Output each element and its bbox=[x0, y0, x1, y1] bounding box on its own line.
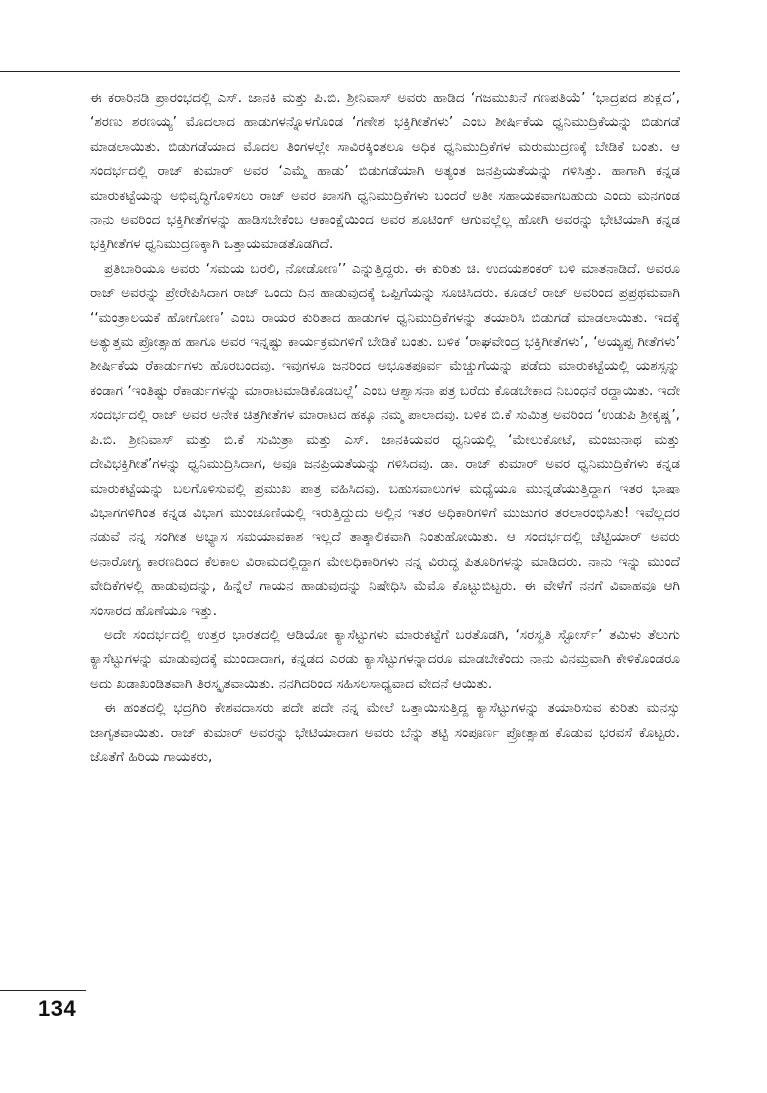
paragraph-2: ಪ್ರತಿಬಾರಿಯೂ ಅವರು ‘ಸಮಯ ಬರಲಿ, ನೋಡೋಣ’’ ಎನ್ನುತ್ತಿದ್ದರು. ಈ ಕುರಿತು ಚಿ. ಉದಯಶಂಕರ್ ಬಳಿ ಮಾತನಾಡಿದೆ. ಅವರೂ ರಾಜ್ ಅವರನ್ನು ಪ್ರೇರೇಪಿಸಿದಾಗ ರಾಜ್ ಒಂದು ದಿನ ಹಾಡುವುದಕ್ಕೆ ಒಪ್ಪಿಗೆಯನ್ನು ಸೂಚಿಸಿದರು. ಕೂಡಲೆ ರಾಜ್ ಅವರಿಂದ ಪ್ರಪ್ರಥಮವಾಗಿ ‘‘ಮಂತ್ರಾಲಯಕೆ ಹೋಗೋಣ’ ಎಂಬ ರಾಯರ ಕುರಿತಾದ ಹಾಡುಗಳ ಧ್ವನಿಮುದ್ರಿಕೆಗಳನ್ನು ತಯಾರಿಸಿ ಬಿಡುಗಡೆ ಮಾಡಲಾಯಿತು. ಇದಕ್ಕೆ ಅತ್ಯುತ್ತಮ ಪ್ರೋತ್ಸಾಹ ಹಾಗೂ ಅವರ ಇನ್ನಷ್ಟು ಕಾರ್ಯಕ್ರಮಗಳಿಗೆ ಬೇಡಿಕೆ ಬಂತು. ಬಳಿಕ ‘ರಾಘವೇಂದ್ರ ಭಕ್ತಿಗೀತೆಗಳು’, ‘ಅಯ್ಯಪ್ಪ ಗೀತೆಗಳು’ ಶೀರ್ಷಿಕೆಯ ರೆಕಾರ್ಡುಗಳು ಹೊರಬಂದವು. ಇವುಗಳೂ ಜನರಿಂದ ಅಭೂತಪೂರ್ವ ಮೆಚ್ಚುಗೆಯನ್ನು ಪಡೆದು ಮಾರುಕಟ್ಟೆಯಲ್ಲಿ ಯಶಸ್ಸನ್ನು ಕಂಡಾಗ ‘ಇಂತಿಷ್ಟು ರೆಕಾರ್ಡುಗಳನ್ನು ಮಾರಾಟಮಾಡಿಕೊಡಬಲ್ಲೆ’ ಎಂಬ ಆಶ್ವಾಸನಾ ಪತ್ರ ಬರೆದು ಕೊಡಬೇಕಾದ ನಿಬಂಧನೆ ರದ್ದಾಯಿತು. ಇದೇ ಸಂದರ್ಭದಲ್ಲಿ ರಾಜ್ ಅವರ ಅನೇಕ ಚಿತ್ರಗೀತೆಗಳ ಮಾರಾಟದ ಹಕ್ಕೂ ನಮ್ಮ ಪಾಲಾದವು. ಬಳಿಕ ಬಿ.ಕೆ ಸುಮಿತ್ರ ಅವರಿಂದ ‘ಉಡುಪಿ ಶ್ರೀಕೃಷ್ಣ’, ಪಿ.ಬಿ. ಶ್ರೀನಿವಾಸ್ ಮತ್ತು ಬಿ.ಕೆ ಸುಮಿತ್ರಾ ಮತ್ತು ಎಸ್. ಜಾನಕಿಯವರ ಧ್ವನಿಯಲ್ಲಿ ‘ಮೇಲುಕೋಟೆ, ಮಂಜುನಾಥ ಮತ್ತು ದೇವಿಭಕ್ತಿಗೀತೆ’ಗಳನ್ನು ಧ್ವನಿಮುದ್ರಿಸಿದಾಗ, ಅವೂ ಜನಪ್ರಿಯತೆಯನ್ನು ಗಳಿಸಿದವು. ಡಾ. ರಾಜ್ ಕುಮಾರ್ ಅವರ ಧ್ವನಿಮುದ್ರಿಕೆಗಳು ಕನ್ನಡ ಮಾರುಕಟ್ಟೆಯನ್ನು ಬಲಗೊಳಿಸುವಲ್ಲಿ ಪ್ರಮುಖ ಪಾತ್ರ ವಹಿಸಿದವು. ಬಹುಸವಾಲುಗಳ ಮಧ್ಯೆಯೂ ಮುನ್ನಡೆಯುತ್ತಿದ್ದಾಗ ಇತರ ಭಾಷಾ ವಿಭಾಗಗಳಿಗಿಂತ ಕನ್ನಡ ವಿಭಾಗ ಮುಂಚೂಣಿಯಲ್ಲಿ ಇರುತ್ತಿದ್ದುದು ಅಲ್ಲಿನ ಇತರ ಅಧಿಕಾರಿಗಳಿಗೆ ಮುಜುಗರ ತರಲಾರಂಭಿಸಿತು! ಇವೆಲ್ಲದರ ನಡುವೆ ನನ್ನ ಸಂಗೀತ ಅಭ್ಯಾಸ ಸಮಯಾವಕಾಶ ಇಲ್ಲದೆ ತಾತ್ಕಾಲಿಕವಾಗಿ ನಿಂತುಹೋಯಿತು. ಆ ಸಂದರ್ಭದಲ್ಲಿ ಚೆಟ್ಟಿಯಾರ್ ಅವರು ಅನಾರೋಗ್ಯ ಕಾರಣದಿಂದ ಕೆಲಕಾಲ ವಿರಾಮದಲ್ಲಿದ್ದಾಗ ಮೇಲಧಿಕಾರಿಗಳು ನನ್ನ ವಿರುದ್ಧ ಪಿತೂರಿಗಳನ್ನು ಮಾಡಿದರು. ನಾನು ಇನ್ನು ಮುಂದೆ ವೇದಿಕೆಗಳಲ್ಲಿ ಹಾಡುವುದನ್ನು, ಹಿನ್ನೆಲೆ ಗಾಯನ ಹಾಡುವುದನ್ನು ನಿಷೇಧಿಸಿ ಮೆಮೊ ಕೊಟ್ಟುಬಿಟ್ಟರು. ಈ ವೇಳೆಗೆ ನನಗೆ ವಿವಾಹವೂ ಆಗಿ ಸಂಸಾರದ ಹೊಣೆಯೂ ಇತ್ತು. bbox=[90, 260, 680, 619]
page-number: 134 bbox=[38, 996, 77, 1021]
footer-rule bbox=[0, 990, 86, 991]
paragraph-3: ಅದೇ ಸಂದರ್ಭದಲ್ಲಿ ಉತ್ತರ ಭಾರತದಲ್ಲಿ ಆಡಿಯೋ ಕ್ಯಾಸೆಟ್ಟುಗಳು ಮಾರುಕಟ್ಟೆಗೆ ಬರತೊಡಗಿ, ‘ಸರಸ್ವತಿ ಸ್ಟೋರ್ಸ್’ ತಮಿಳು ತೆಲುಗು ಕ್ಯಾಸೆಟ್ಟುಗಳನ್ನು ಮಾಡುವುದಕ್ಕೆ ಮುಂದಾದಾಗ, ಕನ್ನಡದ ಎರಡು ಕ್ಯಾಸೆಟ್ಟುಗಳನ್ನಾದರೂ ಮಾಡಬೇಕೆಂದು ನಾನು ವಿನಮ್ರವಾಗಿ ಕೇಳಿಕೊಂಡರೂ ಅದು ಖಡಾಖಂಡಿತವಾಗಿ ತಿರಸ್ಕೃತವಾಯಿತು. ನನಗಿದರಿಂದ ಸಹಿಸಲಸಾಧ್ಯವಾದ ವೇದನೆ ಆಯಿತು. bbox=[90, 626, 680, 692]
paragraph-4: ಈ ಹಂತದಲ್ಲಿ ಭದ್ರಗಿರಿ ಕೇಶವದಾಸರು ಪದೇ ಪದೇ ನನ್ನ ಮೇಲೆ ಒತ್ತಾಯಿಸುತ್ತಿದ್ದ ಕ್ಯಾಸೆಟ್ಟುಗಳನ್ನು ತಯಾರಿಸುವ ಕುರಿತು ಮನಸ್ಸು ಜಾಗೃತವಾಯಿತು. ರಾಜ್ ಕುಮಾರ್ ಅವರನ್ನು ಭೇಟಿಯಾದಾಗ ಅವರು ಬೆನ್ನು ತಟ್ಟಿ ಸಂಪೂರ್ಣ ಪ್ರೋತ್ಸಾಹ ಕೊಡುವ ಭರವಸೆ ಕೊಟ್ಟರು. ಜೊತೆಗೆ ಹಿರಿಯ ಗಾಯಕರು, bbox=[90, 700, 680, 765]
header-rule bbox=[0, 71, 680, 72]
paragraph-1: ಈ ಕರಾರಿನಡಿ ಪ್ರಾರಂಭದಲ್ಲಿ ಎಸ್. ಜಾನಕಿ ಮತ್ತು ಪಿ.ಬಿ. ಶ್ರೀನಿವಾಸ್ ಅವರು ಹಾಡಿದ ‘ಗಜಮುಖನೆ ಗಣಪತಿಯೆ’ ‘ಭಾದ್ರಪದ ಶುಕ್ಲದ’, ‘ಶರಣು ಶರಣಯ್ಯ’ ಮೊದಲಾದ ಹಾಡುಗಳನ್ನೊಳಗೊಂಡ ‘ಗಣೇಶ ಭಕ್ತಿಗೀತೆಗಳು’ ಎಂಬ ಶೀರ್ಷಿಕೆಯ ಧ್ವನಿಮುದ್ರಿಕೆಯನ್ನು ಬಿಡುಗಡೆ ಮಾಡಲಾಯಿತು. ಬಿಡುಗಡೆಯಾದ ಮೊದಲ ತಿಂಗಳಲ್ಲೇ ಸಾವಿರಕ್ಕಿಂತಲೂ ಅಧಿಕ ಧ್ವನಿಮುದ್ರಿಕೆಗಳ ಮರುಮುದ್ರಣಕ್ಕೆ ಬೇಡಿಕೆ ಬಂತು. ಆ ಸಂದರ್ಭದಲ್ಲಿ ರಾಜ್ ಕುಮಾರ್ ಅವರ ‘ಎಮ್ಮೆ ಹಾಡು’ ಬಿಡುಗಡೆಯಾಗಿ ಅತ್ಯಂತ ಜನಪ್ರಿಯತೆಯನ್ನು ಗಳಿಸಿತ್ತು. ಹಾಗಾಗಿ ಕನ್ನಡ ಮಾರುಕಟ್ಟೆಯನ್ನು ಅಭಿವೃದ್ಧಿಗೊಳಿಸಲು ರಾಜ್ ಅವರ ಖಾಸಗಿ ಧ್ವನಿಮುದ್ರಿಕೆಗಳು ಬಂದರೆ ಅತೀ ಸಹಾಯಕವಾಗಬಹುದು ಎಂದು ಮನಗಂಡ ನಾನು ಅವರಿಂದ ಭಕ್ತಿಗೀತೆಗಳನ್ನು ಹಾಡಿಸಬೇಕೆಂಬ ಆಕಾಂಕ್ಷೆಯಿಂದ ಅವರ ಶೂಟಿಂಗ್ ಆಗುವಲ್ಲೆಲ್ಲ ಹೋಗಿ ಅವರನ್ನು ಭೇಟಿಯಾಗಿ ಕನ್ನಡ ಭಕ್ತಿಗೀತೆಗಳ ಧ್ವನಿಮುದ್ರಣಕ್ಕಾಗಿ ಒತ್ತಾಯಮಾಡತೊಡಗಿದೆ. bbox=[90, 90, 680, 253]
body-text bbox=[90, 86, 680, 769]
